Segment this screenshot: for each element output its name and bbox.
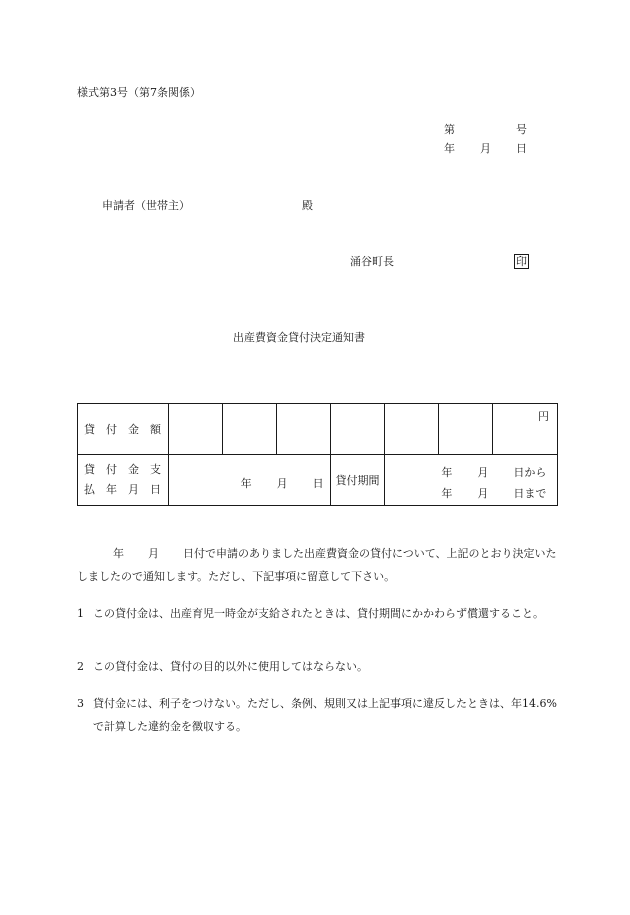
issuer-title: 涌谷町長 [350,255,394,268]
period-from-year: 年 [441,466,453,479]
note-3-text: 貸付金には、利子をつけない。ただし、条例、規則又は上記事項に違反したときは、年14.6%で計算した違約金を徴収する。 [93,697,557,733]
amount-unit: 円 [493,404,558,455]
amount-digit [276,404,330,455]
period-to-day: 日まで [513,487,547,500]
amount-digit [439,404,493,455]
seal-mark: 印 [516,255,527,268]
payment-date-cell [168,455,330,506]
intro-year: 年 [113,547,124,560]
date-day: 日 [516,142,527,155]
number-prefix: 第 [444,123,455,136]
note-2-text: この貸付金は、貸付の目的以外に使用してはならない。 [93,660,368,673]
date-year: 年 [444,142,455,155]
note-1 [77,602,557,625]
addressee-honorific: 殿 [302,199,313,212]
period-from-month: 月 [477,466,489,479]
date-month: 月 [480,142,491,155]
addressee-label: 申請者（世帯主） [102,199,190,212]
document-title: 出産費資金貸付決定通知書 [233,331,365,344]
amount-label: 貸 付 金 額 [78,404,169,455]
note-2 [77,655,557,678]
intro-paragraph [77,542,557,588]
form-code: 様式第3号（第7条関係） [77,86,201,99]
period-from-day: 日から [513,466,547,479]
period-to-month: 月 [477,487,489,500]
payment-year: 年 [240,477,252,490]
payment-date-label [78,455,169,506]
payment-day: 日 [312,477,324,490]
loan-table [77,403,558,506]
note-2-number: 2 [77,660,84,673]
payment-label-line2: 払 年 月 日 [84,483,161,496]
period-label: 貸付期間 [330,455,385,506]
period-cell [385,455,558,506]
number-suffix: 号 [516,123,527,136]
amount-row [78,404,558,455]
note-1-number: 1 [77,607,84,620]
amount-digit [330,404,385,455]
payment-row [78,455,558,506]
period-to-year: 年 [441,487,453,500]
payment-label-line1: 貸 付 金 支 [84,463,161,476]
amount-digit [222,404,276,455]
intro-month: 月 [148,547,159,560]
note-3-number: 3 [77,697,84,710]
intro-text: 日付で申請のありました出産費資金の貸付について、上記のとおり決定いたしましたので通知します。ただし、下記事項に留意して下さい。 [77,547,557,583]
amount-digit [385,404,439,455]
amount-digit [168,404,222,455]
payment-month: 月 [276,477,288,490]
note-3 [77,692,557,738]
note-1-text: この貸付金は、出産育児一時金が支給されたときは、貸付期間にかかわらず償還すること。 [93,607,544,620]
